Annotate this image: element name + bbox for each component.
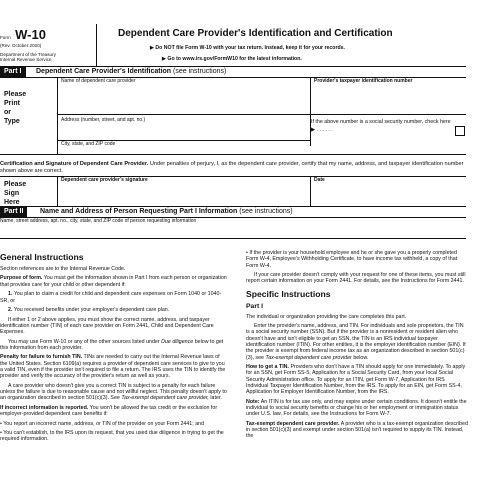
form-revision: (Rev. October 2020) xyxy=(0,43,42,48)
sign-side-label xyxy=(4,180,26,207)
part2-header xyxy=(0,207,466,217)
tax-exempt-ref: Tax-exempt dependent care provider, xyxy=(121,395,209,402)
specific-instructions-heading: Specific Instructions xyxy=(246,288,331,299)
form-header xyxy=(0,0,466,67)
part2-tag: Part II xyxy=(0,207,27,217)
tin-instructions-end: below. xyxy=(353,354,369,361)
incorrect-info-text: You won't be allowed the tax credit or the exclusion for employer-provided dependent care benefits if: xyxy=(0,404,218,418)
certification-heading: Certification and Signature of Dependent Care Provider. xyxy=(0,161,149,167)
noncompliance-text: If your care provider doesn't comply with your request for one of these items, you must still report certain information on your Form 2441. For details, see the Instructions for Form 2441. xyxy=(246,272,466,285)
provider-city-label: City, state, and ZIP code xyxy=(61,141,116,147)
purpose-paragraph xyxy=(0,275,228,288)
tax-exempt-provider-ref: Tax-exempt dependent care provider xyxy=(265,354,352,361)
tax-exempt-heading: Tax-exempt dependent care provider. xyxy=(246,420,340,427)
note-label: Note: xyxy=(246,398,260,405)
incorrect-bullet-1: • You report an incorrect name, address, or TIN of the provider on your Form 2441; and xyxy=(0,420,205,427)
ssn-check-text: If the above number is a social security number, check here ▶ . . . . . . xyxy=(311,119,451,133)
certification-text xyxy=(0,161,466,175)
form-word: Form xyxy=(0,35,11,40)
condition-2-text: You received benefits under your employer's dependent care plan. xyxy=(13,307,170,314)
ssn-checkbox[interactable] xyxy=(455,126,465,136)
form-number: W-10 xyxy=(15,27,46,42)
part1-tag: Part I xyxy=(0,67,26,77)
itin-note-paragraph xyxy=(246,399,468,418)
penalty-paragraph xyxy=(0,354,228,379)
department-label: Department of the Treasury xyxy=(0,52,56,57)
condition-2 xyxy=(0,307,228,313)
part2-title-suffix: (see instructions) xyxy=(239,208,293,215)
provider-name-field[interactable] xyxy=(58,78,310,114)
condition-1-num: 1. xyxy=(8,291,13,298)
signature-label: Dependent care provider's signature xyxy=(61,177,148,183)
provider-city-field[interactable] xyxy=(58,141,310,153)
irs-label: Internal Revenue Service xyxy=(0,57,52,62)
part1-side-label xyxy=(4,90,26,126)
side-label-line: Please xyxy=(4,91,27,98)
tin-instructions-text: Enter the provider's name, address, and TIN. For individuals and sole proprietors, the TIN is a social security number (SSN). But if the provider is a nonresident or resident alien who doesn't have and isn't eligible to get an SSN, the TIN is an IRS individual taxpayer identification number (ITIN). For other entities, it is the employer identification number (EIN). If the provider is exempt from federal income tax as an organization described in section 501(c)(3), see xyxy=(246,323,466,361)
certification-body: Under penalties of perjury, I, as the dependent care provider, certify that my name, address, and taxpayer identification number shown above are correct. xyxy=(0,161,464,174)
purpose-text: You must get the information shown in Part I from each person or organization that provides care for your child or other dependent if: xyxy=(0,275,227,288)
provider-tin-label: Provider's taxpayer identification number xyxy=(314,78,413,84)
instruction-line-2: ▶ Go to www.irs.gov/FormW10 for the latest information. xyxy=(162,56,302,62)
penalty-detail-end: later. xyxy=(210,395,222,402)
requester-info-field[interactable] xyxy=(0,218,466,238)
provider-address-label: Address (number, street, and apt. no.) xyxy=(61,117,146,123)
incorrect-bullet-2: • You can't establish, to the IRS upon its request, that you used due diligence in trying to get the required information. xyxy=(0,430,224,443)
other-sources-text: You may use Form W-10 or any of the other sources listed under xyxy=(8,338,160,345)
specific-instructions-column xyxy=(246,250,468,480)
tax-exempt-text: A provider who is a tax-exempt organization described in section 501(c)(3) and exempt under section 501(a) isn't required to supply its TIN. Instead, the xyxy=(246,420,468,440)
other-sources-text-end: below to get this information from each provider. xyxy=(0,338,224,351)
date-field[interactable] xyxy=(311,177,466,206)
part1-title-suffix: (see instructions) xyxy=(173,68,227,75)
penalty-text: TINs are needed to carry out the Internal Revenue laws of the United States. Section 6109(a) requires a provider of dependent care services to give to you a valid TIN, even if the provider isn't required to file a return. The IRS uses the TIN to identify the provider and verify the accuracy of the provider's return as well as yours. xyxy=(0,354,226,380)
either-applies-text: If either 1 or 2 above applies, you must show the correct name, address, and taxpayer identification number (TIN) of each care provider on Form 2441, Child and Dependent Care Expenses. xyxy=(0,316,214,336)
signature-field[interactable] xyxy=(58,177,310,206)
condition-1-text: You plan to claim a credit for child and dependent care expenses on Form 1040 or 1040-SR, or xyxy=(0,291,222,304)
general-instructions-heading: General Instructions xyxy=(0,252,84,262)
instruction-line-1: ▶ Do NOT file Form W-10 with your tax return. Instead, keep it for your records. xyxy=(150,45,345,51)
side-label-line: or xyxy=(4,109,11,116)
date-label: Date xyxy=(314,177,325,183)
incorrect-info-heading: If incorrect information is reported. xyxy=(0,404,89,411)
provider-address-field[interactable] xyxy=(58,115,310,140)
part1-header xyxy=(0,67,466,77)
penalty-detail-paragraph xyxy=(0,383,228,402)
itin-note-text: An ITIN is for tax use only, and may expire under certain conditions. It doesn't entitle the individual to social security benefits or change his or her employment or immigration status under U.S. law. For details, see the Instructions for Form W-7. xyxy=(246,398,467,418)
penalty-heading: Penalty for failure to furnish TIN. xyxy=(0,354,83,361)
general-instructions-column xyxy=(0,252,228,480)
side-label-line: Here xyxy=(4,199,20,206)
side-label-line: Type xyxy=(4,118,20,125)
incorrect-info-paragraph xyxy=(0,405,228,418)
condition-1 xyxy=(0,291,228,304)
form-id xyxy=(0,26,46,44)
provider-name-label: Name of dependent care provider xyxy=(61,78,136,84)
how-to-get-tin-text: Providers who don't have a TIN should apply for one immediately. To apply for an SSN, get Form SS-5, Application for a Social Security Card, from your local Social Security Administration office. To apply for an ITIN, get Form W-7, Application for IRS Individual Taxpayer Identification Number, from the IRS. To apply for an EIN, get Form SS-4, Application for Employer Identification Number, from the IRS. xyxy=(246,364,466,396)
form-title: Dependent Care Provider's Identification and Certification xyxy=(118,28,393,39)
part1-instructions-heading: Part I xyxy=(246,302,263,310)
tin-instructions-paragraph xyxy=(246,323,468,361)
tax-exempt-paragraph xyxy=(246,421,468,440)
side-label-line: Sign xyxy=(4,190,20,197)
side-label-line: Please xyxy=(4,181,27,188)
section-references-text: Section references are to the Internal Revenue Code. xyxy=(0,266,126,272)
penalty-detail-text: A care provider who doesn't give you a correct TIN is subject to a penalty for each failure unless the failure is due to reasonable cause and not willful neglect. This penalty doesn't apply to an organization described in section 501(c)(3). See xyxy=(0,382,227,402)
how-to-get-tin-heading: How to get a TIN. xyxy=(246,364,289,371)
part2-title: Name and Address of Person Requesting Part I Information xyxy=(40,208,238,215)
purpose-heading: Purpose of form. xyxy=(0,275,43,282)
condition-2-num: 2. xyxy=(8,307,13,314)
side-label-line: Print xyxy=(4,100,20,107)
other-sources-paragraph xyxy=(0,339,228,352)
due-diligence-ref: Due diligence xyxy=(161,338,194,345)
requester-info-label: Name, street address, apt. no., city, state, and ZIP code of person requesting information xyxy=(0,218,197,224)
part1-intro-text: The individual or organization providing the care completes this part. xyxy=(246,313,407,320)
w4-bullet: • If the provider is your household employee and he or she gave you a properly completed Form W-4, Employee's Withholding Certificate, to have income tax withheld, a copy of that Form W-4. xyxy=(246,250,458,269)
how-to-get-tin-paragraph xyxy=(246,364,468,395)
provider-tin-field[interactable] xyxy=(311,78,466,114)
part1-title: Dependent Care Provider's Identification xyxy=(36,68,172,75)
